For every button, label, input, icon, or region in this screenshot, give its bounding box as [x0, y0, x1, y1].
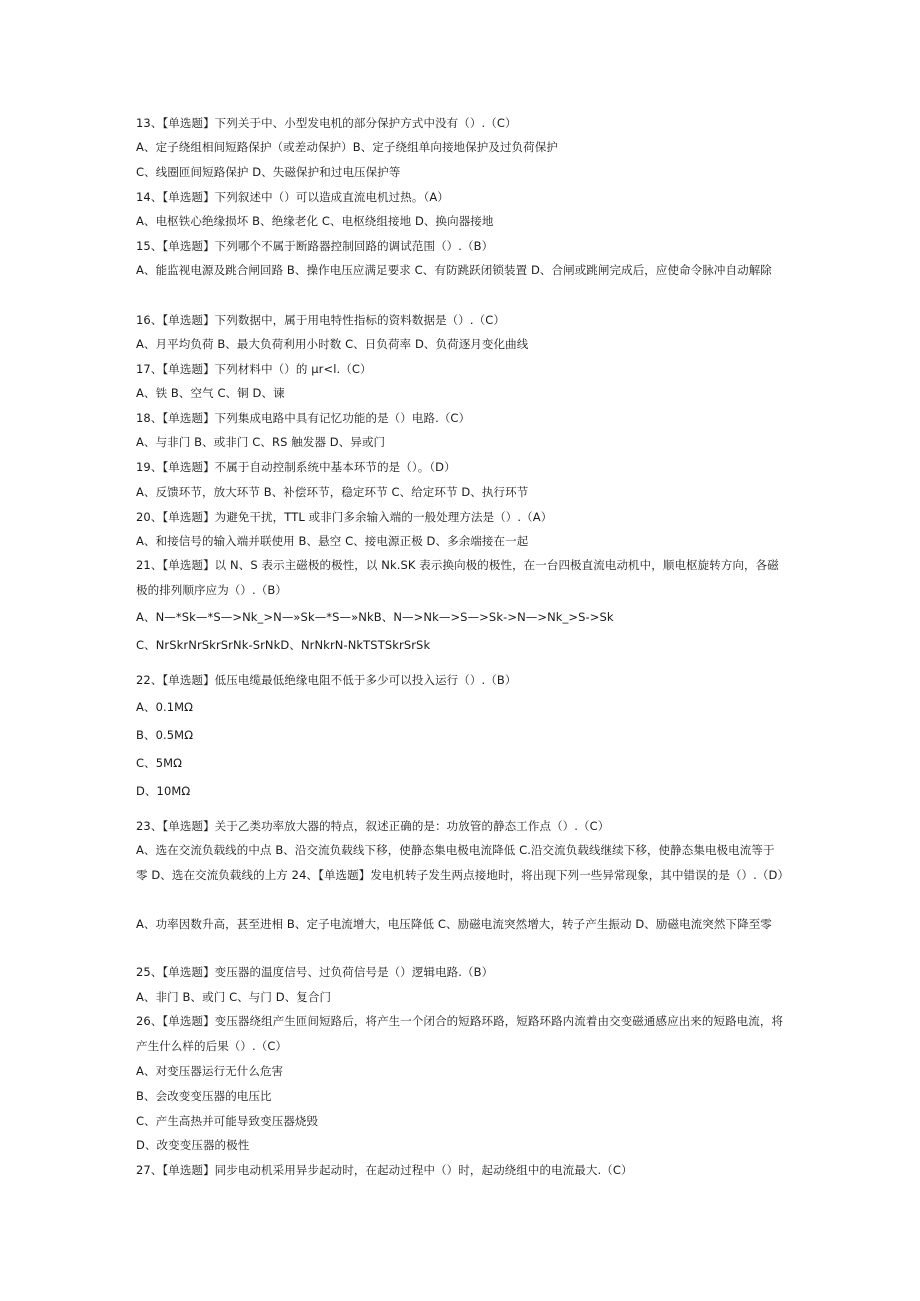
question-13: 13、【单选题】下列关于中、小型发电机的部分保护方式中没有（）.（C） [136, 116, 517, 130]
option-26-a: A、对变压器运行无什么危害 [136, 1064, 284, 1078]
question-27: 27、【单选题】同步电动机采用异步起动时，在起动过程中（）时，起动绕组中的电流最大.（C） [136, 1163, 633, 1177]
question-21: 21、【单选题】以 N、S 表示主磁极的极性，以 Nk.SK 表示换向极的极性，在一台四极直流电动机中，顺电枢旋转方向，各磁极的排列顺序应为（）.（B） [136, 558, 779, 597]
options-17: A、铁 B、空气 C、铜 D、谏 [136, 386, 285, 400]
options-20: A、和接信号的输入端并联使用 B、悬空 C、接电源正极 D、多余端接在一起 [136, 534, 529, 548]
options-14: A、电枢铁心绝缘损坏 B、绝缘老化 C、电枢绕组接地 D、换向器接地 [136, 214, 494, 228]
options-21-cd: C、NrSkrNrSkrSrNk-SrNkD、NrNkrN-NkTSTSkrSrSk [136, 638, 431, 652]
question-22: 22、【单选题】低压电缆最低绝缘电阻不低于多少可以投入运行（）.（B） [136, 673, 517, 687]
option-22-c: C、5MΩ [136, 756, 183, 770]
option-26-b: B、会改变变压器的电压比 [136, 1089, 272, 1103]
options-16: A、月平均负荷 B、最大负荷利用小时数 C、日负荷率 D、负荷逐月变化曲线 [136, 337, 529, 351]
question-16: 16、【单选题】下列数据中，属于用电特性指标的资料数据是（）.（C） [136, 313, 505, 327]
option-26-d: D、改变变压器的极性 [136, 1138, 250, 1152]
option-22-b: B、0.5MΩ [136, 728, 194, 742]
options-21-ab: A、N—*Sk—*S—>Nk_>N—»Sk—*S—»NkB、N—>Nk—>S—>Sk->N—>Nk_>S->Sk [136, 610, 614, 624]
options-15: A、能监视电源及跳合闸回路 B、操作电压应满足要求 C、有防跳跃闭锁装置 D、合闸或跳闸完成后，应使命令脉冲自动解除 [136, 263, 772, 277]
question-26: 26、【单选题】变压器绕组产生匝间短路后，将产生一个闭合的短路环路，短路环路内流着由交变磁通感应出来的短路电流，将产生什么样的后果（）.（C） [136, 1014, 784, 1053]
question-15: 15、【单选题】下列哪个不属于断路器控制回路的调试范围（）.（B） [136, 239, 494, 253]
options-13-c: C、线圈匝间短路保护 D、失磁保护和过电压保护等 [136, 165, 401, 179]
option-22-a: A、0.1MΩ [136, 700, 194, 714]
options-19: A、反馈环节，放大环节 B、补偿环节，稳定环节 C、给定环节 D、执行环节 [136, 485, 529, 499]
option-22-d: D、10MΩ [136, 784, 191, 798]
question-18: 18、【单选题】下列集成电路中具有记忆功能的是（）电路.（C） [136, 411, 471, 425]
options-23-question-24: A、选在交流负载线的中点 B、沿交流负载线下移，使静态集电极电流降低 C.沿交流负载线继续下移，使静态集电极电流等于零 D、选在交流负载线的上方 24、【单选题】发电机转子发生两点接地时，将出现下列一些异常现象，其中错误的是（）.（D） [136, 843, 790, 882]
question-14: 14、【单选题】下列叙述中（）可以造成直流电机过热。（A） [136, 190, 449, 204]
options-13-a: A、定子绕组相间短路保护（或差动保护）B、定子绕组单向接地保护及过负荷保护 [136, 140, 558, 154]
option-26-c: C、产生高热并可能导致变压器烧毁 [136, 1114, 319, 1128]
question-17: 17、【单选题】下列材料中（）的 μr<l.（C） [136, 362, 372, 376]
question-20: 20、【单选题】为避免干扰，TTL 或非门多余输入端的一般处理方法是（）.（A） [136, 510, 553, 524]
question-25: 25、【单选题】变压器的温度信号、过负荷信号是（）逻辑电路.（B） [136, 965, 494, 979]
options-18: A、与非门 B、或非门 C、RS 触发器 D、异或门 [136, 435, 386, 449]
question-19: 19、【单选题】不属于自动控制系统中基本环节的是（）。（D） [136, 460, 456, 474]
options-25: A、非门 B、或门 C、与门 D、复合门 [136, 990, 332, 1004]
options-24: A、功率因数升高，甚至进相 B、定子电流增大，电压降低 C、励磁电流突然增大，转子产生振动 D、励磁电流突然下降至零 [136, 917, 772, 931]
question-23: 23、【单选题】关于乙类功率放大器的特点，叙述正确的是：功放管的静态工作点（）.（C） [136, 819, 610, 833]
